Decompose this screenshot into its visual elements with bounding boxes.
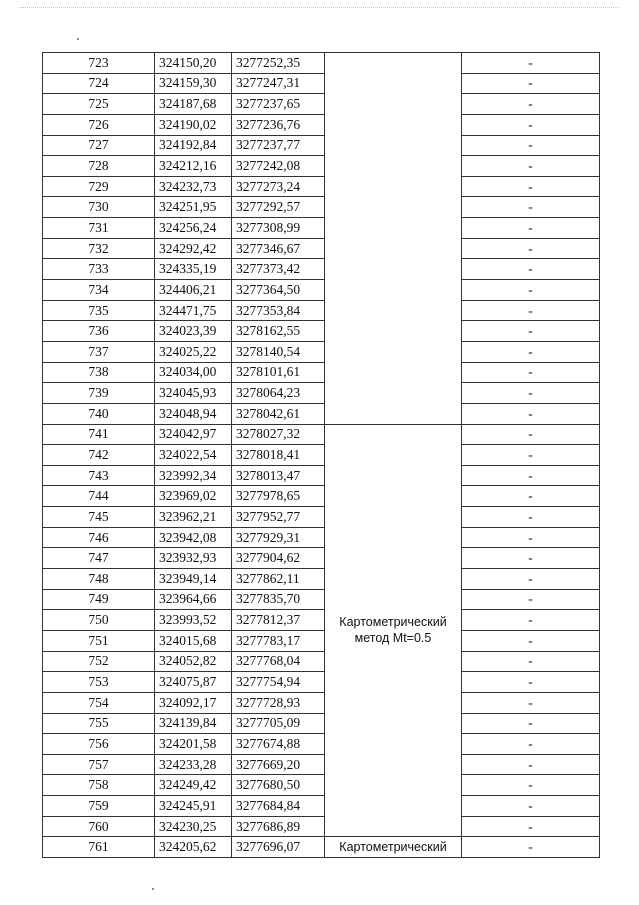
- y-coordinate-cell: 3277308,99: [232, 218, 325, 239]
- y-coordinate-cell: 3277978,65: [232, 486, 325, 507]
- method-cell-empty: [325, 53, 462, 425]
- y-coordinate-cell: 3277862,11: [232, 569, 325, 590]
- y-coordinate-cell: 3277768,04: [232, 651, 325, 672]
- accuracy-cell: -: [462, 589, 600, 610]
- accuracy-cell: -: [462, 754, 600, 775]
- x-coordinate-cell: 324251,95: [155, 197, 232, 218]
- y-coordinate-cell: 3278042,61: [232, 403, 325, 424]
- y-coordinate-cell: 3277696,07: [232, 837, 325, 858]
- point-number-cell: 744: [43, 486, 155, 507]
- point-number-cell: 746: [43, 527, 155, 548]
- table-row: [43, 197, 600, 218]
- accuracy-cell: -: [462, 73, 600, 94]
- accuracy-cell: -: [462, 610, 600, 631]
- point-number-cell: 734: [43, 280, 155, 301]
- table-row: [43, 486, 600, 507]
- x-coordinate-cell: 324075,87: [155, 672, 232, 693]
- x-coordinate-cell: 324150,20: [155, 53, 232, 74]
- y-coordinate-cell: 3277669,20: [232, 754, 325, 775]
- x-coordinate-cell: 324022,54: [155, 445, 232, 466]
- y-coordinate-cell: 3277929,31: [232, 527, 325, 548]
- y-coordinate-cell: 3277236,76: [232, 114, 325, 135]
- y-coordinate-cell: 3277686,89: [232, 816, 325, 837]
- point-number-cell: 726: [43, 114, 155, 135]
- table-row: [43, 341, 600, 362]
- x-coordinate-cell: 324092,17: [155, 692, 232, 713]
- y-coordinate-cell: 3277237,65: [232, 94, 325, 115]
- x-coordinate-cell: 324187,68: [155, 94, 232, 115]
- x-coordinate-cell: 324212,16: [155, 156, 232, 177]
- table-row: [43, 796, 600, 817]
- method-label-line2: метод Mt=0.5: [354, 631, 432, 646]
- table-row: [43, 610, 600, 631]
- table-row: [43, 465, 600, 486]
- x-coordinate-cell: 324201,58: [155, 734, 232, 755]
- y-coordinate-cell: 3277728,93: [232, 692, 325, 713]
- point-number-cell: 749: [43, 589, 155, 610]
- y-coordinate-cell: 3277252,35: [232, 53, 325, 74]
- table-row: [43, 114, 600, 135]
- y-coordinate-cell: 3278013,47: [232, 465, 325, 486]
- table-row: [43, 238, 600, 259]
- point-number-cell: 755: [43, 713, 155, 734]
- point-number-cell: 738: [43, 362, 155, 383]
- y-coordinate-cell: 3277353,84: [232, 300, 325, 321]
- x-coordinate-cell: 324034,00: [155, 362, 232, 383]
- point-number-cell: 730: [43, 197, 155, 218]
- y-coordinate-cell: 3277674,88: [232, 734, 325, 755]
- accuracy-cell: -: [462, 238, 600, 259]
- y-coordinate-cell: 3278027,32: [232, 424, 325, 445]
- point-number-cell: 739: [43, 383, 155, 404]
- x-coordinate-cell: 324025,22: [155, 341, 232, 362]
- y-coordinate-cell: 3277242,08: [232, 156, 325, 177]
- accuracy-cell: -: [462, 321, 600, 342]
- table-row: [43, 218, 600, 239]
- x-coordinate-cell: 324292,42: [155, 238, 232, 259]
- coordinates-table-body: [43, 53, 600, 858]
- y-coordinate-cell: 3277373,42: [232, 259, 325, 280]
- y-coordinate-cell: 3278162,55: [232, 321, 325, 342]
- table-row: [43, 630, 600, 651]
- y-coordinate-cell: 3277680,50: [232, 775, 325, 796]
- table-row: [43, 424, 600, 445]
- accuracy-cell: -: [462, 53, 600, 74]
- x-coordinate-cell: 323962,21: [155, 507, 232, 528]
- y-coordinate-cell: 3277904,62: [232, 548, 325, 569]
- accuracy-cell: -: [462, 176, 600, 197]
- y-coordinate-cell: 3277754,94: [232, 672, 325, 693]
- table-row: [43, 692, 600, 713]
- table-row: [43, 259, 600, 280]
- x-coordinate-cell: 324192,84: [155, 135, 232, 156]
- x-coordinate-cell: 323964,66: [155, 589, 232, 610]
- point-number-cell: 736: [43, 321, 155, 342]
- accuracy-cell: -: [462, 403, 600, 424]
- point-number-cell: 733: [43, 259, 155, 280]
- accuracy-cell: -: [462, 218, 600, 239]
- accuracy-cell: -: [462, 713, 600, 734]
- point-number-cell: 761: [43, 837, 155, 858]
- point-number-cell: 758: [43, 775, 155, 796]
- table-row: [43, 837, 600, 858]
- y-coordinate-cell: 3277346,67: [232, 238, 325, 259]
- y-coordinate-cell: 3277273,24: [232, 176, 325, 197]
- table-row: [43, 754, 600, 775]
- accuracy-cell: -: [462, 630, 600, 651]
- table-row: [43, 527, 600, 548]
- table-row: [43, 383, 600, 404]
- x-coordinate-cell: 323993,52: [155, 610, 232, 631]
- y-coordinate-cell: 3277783,17: [232, 630, 325, 651]
- accuracy-cell: -: [462, 796, 600, 817]
- point-number-cell: 760: [43, 816, 155, 837]
- point-number-cell: 751: [43, 630, 155, 651]
- y-coordinate-cell: 3278101,61: [232, 362, 325, 383]
- accuracy-cell: -: [462, 341, 600, 362]
- x-coordinate-cell: 324249,42: [155, 775, 232, 796]
- table-row: [43, 507, 600, 528]
- table-row: [43, 94, 600, 115]
- table-row: [43, 589, 600, 610]
- point-number-cell: 750: [43, 610, 155, 631]
- x-coordinate-cell: 324190,02: [155, 114, 232, 135]
- x-coordinate-cell: 324139,84: [155, 713, 232, 734]
- accuracy-cell: -: [462, 156, 600, 177]
- y-coordinate-cell: 3277247,31: [232, 73, 325, 94]
- point-number-cell: 724: [43, 73, 155, 94]
- x-coordinate-cell: 324205,62: [155, 837, 232, 858]
- point-number-cell: 759: [43, 796, 155, 817]
- table-row: [43, 713, 600, 734]
- point-number-cell: 727: [43, 135, 155, 156]
- table-row: [43, 672, 600, 693]
- x-coordinate-cell: 323949,14: [155, 569, 232, 590]
- accuracy-cell: -: [462, 734, 600, 755]
- y-coordinate-cell: 3277812,37: [232, 610, 325, 631]
- y-coordinate-cell: 3278140,54: [232, 341, 325, 362]
- point-number-cell: 756: [43, 734, 155, 755]
- x-coordinate-cell: 324023,39: [155, 321, 232, 342]
- accuracy-cell: -: [462, 197, 600, 218]
- accuracy-cell: -: [462, 486, 600, 507]
- x-coordinate-cell: 323942,08: [155, 527, 232, 548]
- accuracy-cell: -: [462, 94, 600, 115]
- x-coordinate-cell: 324052,82: [155, 651, 232, 672]
- y-coordinate-cell: 3277952,77: [232, 507, 325, 528]
- x-coordinate-cell: 324245,91: [155, 796, 232, 817]
- x-coordinate-cell: 324042,97: [155, 424, 232, 445]
- accuracy-cell: -: [462, 837, 600, 858]
- x-coordinate-cell: 324048,94: [155, 403, 232, 424]
- scan-speck: [152, 888, 154, 890]
- scan-artifact-line: [20, 7, 620, 9]
- x-coordinate-cell: 324159,30: [155, 73, 232, 94]
- point-number-cell: 757: [43, 754, 155, 775]
- accuracy-cell: -: [462, 362, 600, 383]
- accuracy-cell: -: [462, 424, 600, 445]
- point-number-cell: 743: [43, 465, 155, 486]
- x-coordinate-cell: 324471,75: [155, 300, 232, 321]
- accuracy-cell: -: [462, 383, 600, 404]
- point-number-cell: 753: [43, 672, 155, 693]
- table-row: [43, 280, 600, 301]
- method-cell: [325, 424, 462, 837]
- point-number-cell: 741: [43, 424, 155, 445]
- point-number-cell: 742: [43, 445, 155, 466]
- point-number-cell: 728: [43, 156, 155, 177]
- accuracy-cell: -: [462, 300, 600, 321]
- table-row: [43, 403, 600, 424]
- y-coordinate-cell: 3277705,09: [232, 713, 325, 734]
- table-row: [43, 651, 600, 672]
- table-row: [43, 321, 600, 342]
- x-coordinate-cell: 324045,93: [155, 383, 232, 404]
- table-row: [43, 53, 600, 74]
- x-coordinate-cell: 324233,28: [155, 754, 232, 775]
- accuracy-cell: -: [462, 692, 600, 713]
- table-row: [43, 362, 600, 383]
- table-row: [43, 548, 600, 569]
- table-row: [43, 300, 600, 321]
- table-row: [43, 135, 600, 156]
- accuracy-cell: -: [462, 259, 600, 280]
- accuracy-cell: -: [462, 114, 600, 135]
- accuracy-cell: -: [462, 527, 600, 548]
- point-number-cell: 732: [43, 238, 155, 259]
- accuracy-cell: -: [462, 135, 600, 156]
- x-coordinate-cell: 323992,34: [155, 465, 232, 486]
- point-number-cell: 729: [43, 176, 155, 197]
- accuracy-cell: -: [462, 548, 600, 569]
- x-coordinate-cell: 324335,19: [155, 259, 232, 280]
- x-coordinate-cell: 324232,73: [155, 176, 232, 197]
- accuracy-cell: -: [462, 445, 600, 466]
- point-number-cell: 723: [43, 53, 155, 74]
- y-coordinate-cell: 3277835,70: [232, 589, 325, 610]
- table-row: [43, 734, 600, 755]
- y-coordinate-cell: 3278018,41: [232, 445, 325, 466]
- table-row: [43, 775, 600, 796]
- y-coordinate-cell: 3277237,77: [232, 135, 325, 156]
- accuracy-cell: -: [462, 507, 600, 528]
- point-number-cell: 748: [43, 569, 155, 590]
- x-coordinate-cell: 323932,93: [155, 548, 232, 569]
- x-coordinate-cell: 324015,68: [155, 630, 232, 651]
- y-coordinate-cell: 3277292,57: [232, 197, 325, 218]
- scan-speck: [77, 38, 79, 40]
- y-coordinate-cell: 3278064,23: [232, 383, 325, 404]
- y-coordinate-cell: 3277364,50: [232, 280, 325, 301]
- method-label-line1: Картометрический: [339, 615, 447, 630]
- point-number-cell: 754: [43, 692, 155, 713]
- point-number-cell: 752: [43, 651, 155, 672]
- x-coordinate-cell: 323969,02: [155, 486, 232, 507]
- accuracy-cell: -: [462, 465, 600, 486]
- accuracy-cell: -: [462, 816, 600, 837]
- x-coordinate-cell: 324230,25: [155, 816, 232, 837]
- accuracy-cell: -: [462, 280, 600, 301]
- table-row: [43, 73, 600, 94]
- accuracy-cell: -: [462, 672, 600, 693]
- table-row: [43, 816, 600, 837]
- table-row: [43, 569, 600, 590]
- table-row: [43, 156, 600, 177]
- point-number-cell: 737: [43, 341, 155, 362]
- x-coordinate-cell: 324256,24: [155, 218, 232, 239]
- x-coordinate-cell: 324406,21: [155, 280, 232, 301]
- point-number-cell: 731: [43, 218, 155, 239]
- table-row: [43, 445, 600, 466]
- y-coordinate-cell: 3277684,84: [232, 796, 325, 817]
- method-cell: Картометрический: [325, 837, 462, 858]
- coordinates-table: [42, 52, 600, 858]
- table-row: [43, 176, 600, 197]
- accuracy-cell: -: [462, 651, 600, 672]
- point-number-cell: 747: [43, 548, 155, 569]
- point-number-cell: 740: [43, 403, 155, 424]
- point-number-cell: 745: [43, 507, 155, 528]
- point-number-cell: 725: [43, 94, 155, 115]
- accuracy-cell: -: [462, 775, 600, 796]
- accuracy-cell: -: [462, 569, 600, 590]
- point-number-cell: 735: [43, 300, 155, 321]
